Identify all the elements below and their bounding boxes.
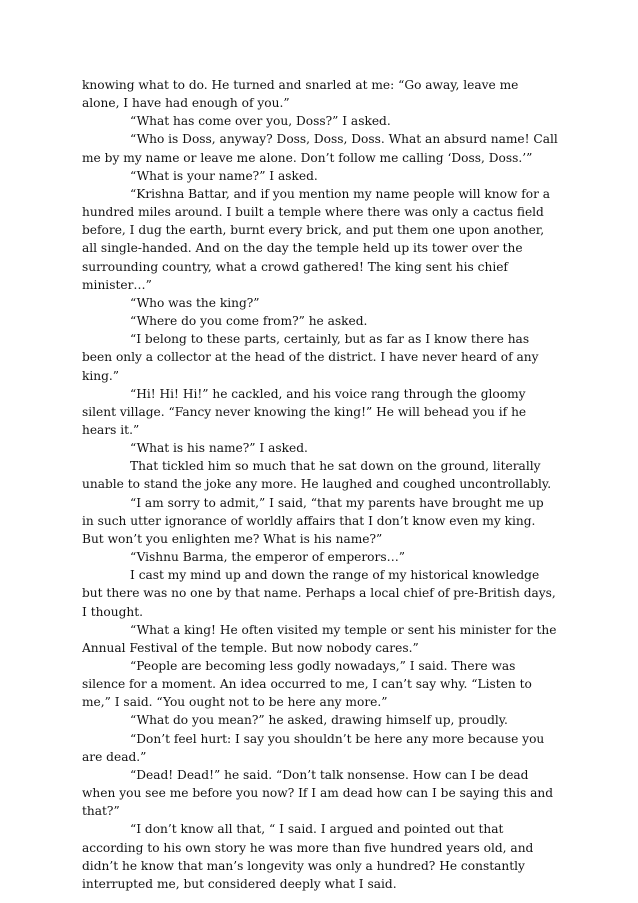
paragraph-1: knowing what to do. He turned and snarled at me: “Go away, leave me alone, I have had enough of you.” [82,78,519,111]
paragraph-2: “What has come over you, Doss?” I asked. [130,114,391,129]
paragraph-3: “Who is Doss, anyway? Doss, Doss, Doss. What an absurd name! Call me by my name or leave me alone. Don’t follow me calling ‘Doss, Doss.’” [82,132,558,165]
paragraph-11: That tickled him so much that he sat down on the ground, literally unable to stand the joke any more. He laughed and coughed uncontrollably. [82,459,552,492]
paragraph-19: “Dead! Dead!” he said. “Don’t talk nonsense. How can I be dead when you see me before you now? If I am dead how can I be saying this and that?” [82,767,554,819]
paragraph-5: “Krishna Battar, and if you mention my name people will know for a hundred miles around. I built a temple where there was only a cactus field before, I dug the earth, burnt every brick, and put them one upon another, all single-handed. And on the day the temple held up its tower over the surrounding country, what a crowd gathered! The king sent his chief minister…” [82,186,551,292]
paragraph-17: “What do you mean?” he asked, drawing himself up, proudly. [130,713,508,728]
paragraph-10: “What is his name?” I asked. [130,441,308,456]
paragraph-15: “What a king! He often visited my temple or sent his minister for the Annual Festival of the temple. But now nobody cares.” [82,622,557,655]
paragraph-4: “What is your name?” I asked. [130,168,318,183]
paragraph-16: “People are becoming less godly nowadays,” I said. There was silence for a moment. An idea occurred to me, I can’t say why. “Listen to me,” I said. “You ought not to be here any more.” [82,659,532,710]
document-page [82,76,558,893]
paragraph-6: “Who was the king?” [130,295,260,310]
paragraph-14: I cast my mind up and down the range of my historical knowledge but there was no one by that name. Perhaps a local chief of pre-British days, I thought. [82,568,556,619]
paragraph-12: “I am sorry to admit,” I said, “that my parents have brought me up in such utter ignorance of worldly affairs that I don’t know even my king. But won’t you enlighten me? What is his name?” [82,495,544,546]
paragraph-20: “I don’t know all that, “ I said. I argued and pointed out that according to his own story he was more than five hundred years old, and didn’t he know that man’s longevity was only a hundred? He constantly interrupted me, but considered deeply what I said. [82,822,534,891]
paragraph-7: “Where do you come from?” he asked. [130,314,368,329]
paragraph-18: “Don’t feel hurt: I say you shouldn’t be here any more because you are dead.” [82,731,545,764]
paragraph-13: “Vishnu Barma, the emperor of emperors…” [130,550,405,565]
paragraph-8: “I belong to these parts, certainly, but as far as I know there has been only a collector at the head of the district. I have never heard of any king.” [82,332,539,383]
paragraph-9: “Hi! Hi! Hi!” he cackled, and his voice rang through the gloomy silent village. “Fancy never knowing the king!” He will behead you if he hears it.” [82,386,527,437]
